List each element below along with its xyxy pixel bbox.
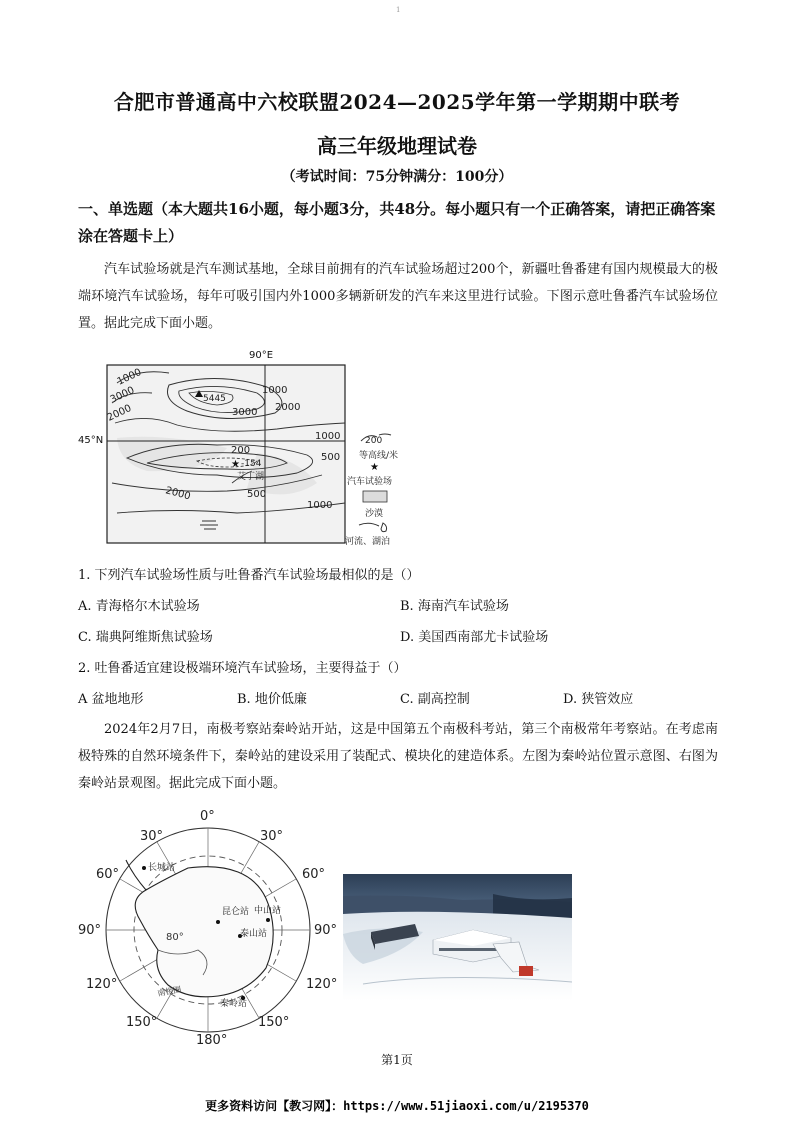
lon-label: 150° xyxy=(126,1015,158,1030)
contour-label: 3000 xyxy=(232,407,258,418)
lon-label: 150° xyxy=(258,1015,290,1030)
contour-label: 500 xyxy=(321,452,341,463)
station-label-qinling: 秦岭站 xyxy=(220,999,248,1009)
section-heading: 一、单选题（本大题共16小题，每小题3分，共48分。每小题只有一个正确答案，请把正确答案涂在答题卡上） xyxy=(78,200,716,245)
question-1: 1. 下列汽车试验场性质与吐鲁番汽车试验场最相似的是（） xyxy=(78,568,420,583)
q1-option-b[interactable]: B. 海南汽车试验场 xyxy=(400,599,509,614)
lake-label: 艾丁湖 xyxy=(237,472,265,482)
contour-label: 1000 xyxy=(115,366,144,388)
lon-label: 90° xyxy=(78,923,102,938)
contour-label: 1000 xyxy=(307,500,333,511)
latitude-label: 45°N xyxy=(78,435,104,446)
contour-label: -154 xyxy=(241,459,262,469)
station-label-kunlun: 昆仑站 xyxy=(222,907,250,917)
q1-option-c[interactable]: C. 瑞典阿维斯焦试验场 xyxy=(78,630,213,645)
lon-label: 60° xyxy=(96,867,120,882)
q1-option-d[interactable]: D. 美国西南部尤卡试验场 xyxy=(400,630,549,645)
contour-label: 200 xyxy=(231,445,251,456)
contour-label: 3000 xyxy=(108,384,137,406)
legend-desert-label: 沙漠 xyxy=(365,509,384,519)
lat-label: 80° xyxy=(166,932,184,943)
contour-label: 2000 xyxy=(105,402,134,424)
lon-label: 90° xyxy=(314,923,338,938)
lon-label: 120° xyxy=(86,977,118,992)
station-label-zhongshan: 中山站 xyxy=(254,906,282,916)
legend-site-label: 汽车试验场 xyxy=(347,477,393,487)
longitude-label: 90°E xyxy=(249,350,274,361)
legend-contour-sample: 200 xyxy=(365,436,383,446)
turpan-map xyxy=(107,363,412,553)
lon-label: 0° xyxy=(200,809,215,824)
footer-resource-link[interactable]: 更多资料访问【教习网】：https://www.51jiaoxi.com/u/2195370 xyxy=(205,1099,589,1113)
lon-label: 30° xyxy=(260,829,284,844)
lon-label: 120° xyxy=(306,977,338,992)
question-2: 2. 吐鲁番适宜建设极端环境汽车试验场，主要得益于（） xyxy=(78,661,407,676)
q2-option-a[interactable]: A 盆地地形 xyxy=(78,692,144,707)
passage-2: 2024年2月7日，南极考察站秦岭站开站，这是中国第五个南极科考站，第三个南极常年考察站。在考虑南极特殊的自然环境条件下，秦岭站的建设采用了装配式、模块化的建造体系。左图为秦岭站位置示意图、右图为秦岭站景观图。据此完成下面小题。 xyxy=(78,722,718,791)
lon-label: 30° xyxy=(140,829,164,844)
station-label-changcheng: 长城站 xyxy=(148,863,176,873)
antarctica-map xyxy=(78,808,338,1048)
q2-option-b[interactable]: B. 地价低廉 xyxy=(237,692,307,707)
exam-time: （考试时间：75分钟满分：100分） xyxy=(281,169,513,185)
contour-label: 1000 xyxy=(315,431,341,442)
contour-label: 2000 xyxy=(164,485,192,503)
qinling-station-photo xyxy=(343,874,572,1001)
contour-label: 5445 xyxy=(203,394,226,404)
passage-1: 汽车试验场就是汽车测试基地，全球目前拥有的汽车试验场超过200个，新疆吐鲁番建有国内规模最大的极端环境汽车试验场，每年可吸引国内外1000多辆新研发的汽车来这里进行试验。下图示意吐鲁番汽车试验场位置。据此完成下面小题。 xyxy=(78,262,718,331)
q1-option-a[interactable]: A. 青海格尔木试验场 xyxy=(78,599,200,614)
svg-text:★: ★ xyxy=(231,459,240,470)
q2-option-c[interactable]: C. 副高控制 xyxy=(400,692,470,707)
contour-label: 1000 xyxy=(262,385,288,396)
lon-label: 60° xyxy=(302,867,326,882)
exam-subtitle: 高三年级地理试卷 xyxy=(317,134,477,158)
exam-title: 合肥市普通高中六校联盟2024—2025学年第一学期期中联考 xyxy=(113,90,681,114)
contour-label: 2000 xyxy=(275,402,301,413)
contour-label: 500 xyxy=(247,489,267,500)
antarctic-circle-label: 南极圈 xyxy=(156,984,182,998)
svg-text:★: ★ xyxy=(370,462,379,473)
legend-river-label: 河流、湖泊 xyxy=(345,537,391,547)
legend-contour-label: 等高线/米 xyxy=(359,451,399,461)
lon-label: 180° xyxy=(196,1033,228,1048)
page-tick: 1 xyxy=(396,6,401,14)
page-number: 第1页 xyxy=(381,1053,413,1067)
station-label-taishan: 泰山站 xyxy=(240,929,268,939)
q2-option-d[interactable]: D. 狭管效应 xyxy=(563,692,634,707)
